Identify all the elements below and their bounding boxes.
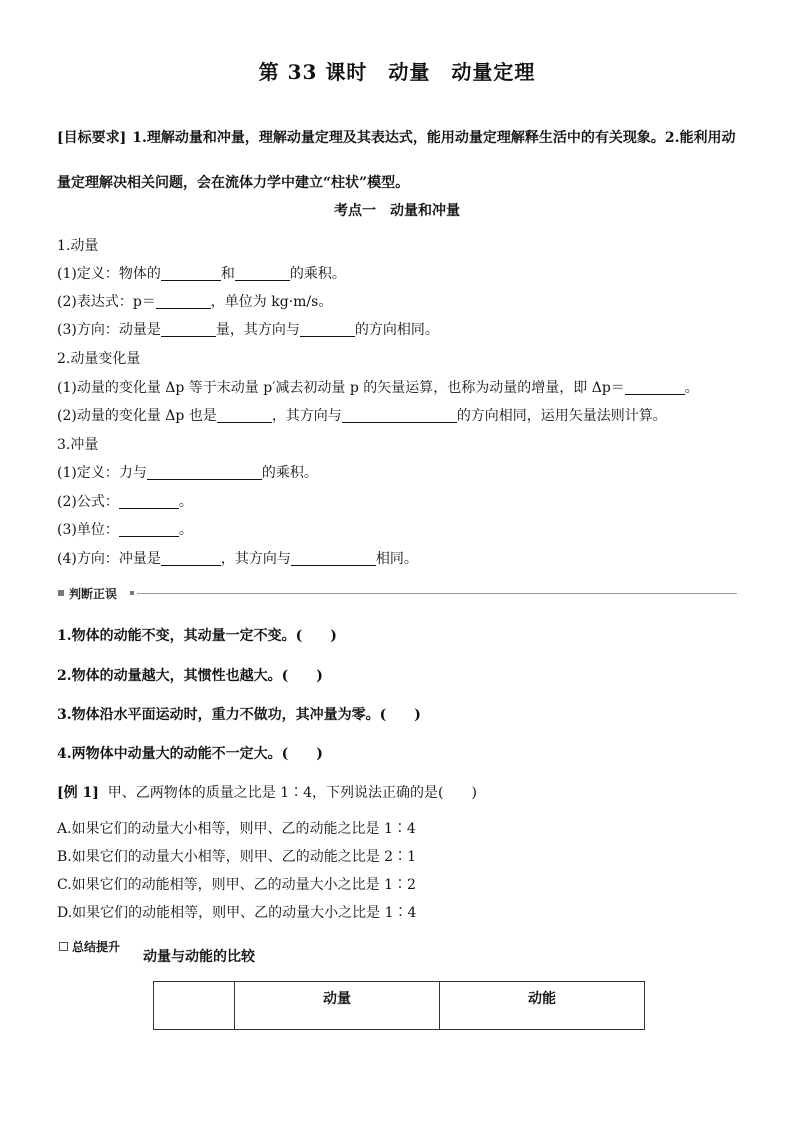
change-line-1 <box>57 377 699 397</box>
square-bullet-icon <box>58 590 64 596</box>
summary-label: 总结提升 <box>72 940 121 954</box>
fill-blank[interactable] <box>119 494 179 509</box>
momentum-heading: 1.动量 <box>57 238 99 254</box>
text-segment: 的方向相同。 <box>354 322 439 338</box>
page-title: 第 33 课时 动量 动量定理 <box>258 60 536 84</box>
text-segment: 的方向相同，运用矢量法则计算。 <box>456 408 667 424</box>
judge-item-4: 4.两物体中动量大的动能不一定大。( ) <box>57 746 323 762</box>
divider <box>137 593 737 594</box>
text-segment: (2)表达式：p＝ <box>57 294 156 310</box>
fill-blank[interactable] <box>161 322 216 337</box>
impulse-formula <box>57 491 193 511</box>
text-segment: (3)单位： <box>57 522 119 538</box>
option-c: C.如果它们的动能相等，则甲、乙的动量大小之比是 1∶2 <box>57 877 416 893</box>
fill-blank[interactable] <box>217 408 272 423</box>
text-segment: (1)动量的变化量 Δp 等于末动量 p′减去初动量 p 的矢量运算，也称为动量的增量，即 Δp＝ <box>57 380 625 396</box>
option-d: D.如果它们的动能相等，则甲、乙的动量大小之比是 1∶4 <box>57 905 417 921</box>
impulse-direction <box>57 548 418 568</box>
text-segment: 量，其方向与 <box>215 322 300 338</box>
text-segment: (2)公式： <box>57 494 119 510</box>
example-stem <box>57 782 477 802</box>
example-question: 甲、乙两物体的质量之比是 1∶4，下列说法正确的是( ) <box>107 785 477 801</box>
judge-section-header <box>57 585 737 601</box>
change-heading: 2.动量变化量 <box>57 351 141 367</box>
option-b: B.如果它们的动量大小相等，则甲、乙的动能之比是 2∶1 <box>57 849 417 865</box>
judge-label: 判断正误 <box>69 587 118 601</box>
objectives-text: 1.理解动量和冲量，理解动量定理及其表达式，能用动量定理解释生活中的有关现象。2.能利用动量定理解决相关问题，会在流体力学中建立“柱状”模型。 <box>57 130 736 191</box>
text-segment: 。 <box>178 522 193 538</box>
summary-box-icon <box>59 942 68 951</box>
judge-item-3: 3.物体沿水平面运动时，重力不做功，其冲量为零。( ) <box>57 707 421 723</box>
text-segment: 和 <box>220 266 235 282</box>
momentum-expression <box>57 291 332 311</box>
fill-blank[interactable] <box>625 380 685 395</box>
text-segment: 。 <box>684 380 699 396</box>
text-segment: (4)方向：冲量是 <box>57 551 161 567</box>
change-line-2 <box>57 405 667 425</box>
text-segment: ，其方向与 <box>220 551 291 567</box>
section-heading: 考点一 动量和冲量 <box>334 203 460 219</box>
summary-header <box>59 938 120 955</box>
fill-blank[interactable] <box>119 522 179 537</box>
example-tag: [例 1] <box>57 785 99 801</box>
summary-subtitle: 动量与动能的比较 <box>143 949 255 965</box>
fill-blank[interactable] <box>291 551 376 566</box>
text-segment: 的乘积。 <box>261 465 318 481</box>
judge-item-2: 2.物体的动量越大，其惯性也越大。( ) <box>57 668 323 684</box>
option-a: A.如果它们的动量大小相等，则甲、乙的动能之比是 1∶4 <box>57 821 416 837</box>
text-segment: 。 <box>178 494 193 510</box>
impulse-definition <box>57 462 318 482</box>
text-segment: ，单位为 kg·m/s。 <box>210 294 333 310</box>
impulse-heading: 3.冲量 <box>57 437 99 453</box>
fill-blank[interactable] <box>147 465 262 480</box>
fill-blank[interactable] <box>300 322 355 337</box>
square-bullet-icon <box>130 591 134 595</box>
fill-blank[interactable] <box>161 266 221 281</box>
table-header-cell <box>154 982 235 1030</box>
table-header-row <box>154 982 645 1030</box>
text-segment: (2)动量的变化量 Δp 也是 <box>57 408 217 424</box>
table-header-cell: 动量 <box>235 982 440 1030</box>
fill-blank[interactable] <box>156 294 211 309</box>
learning-objectives <box>57 116 747 206</box>
text-segment: ，其方向与 <box>271 408 342 424</box>
objectives-tag: [目标要求] <box>57 130 127 146</box>
text-segment: 相同。 <box>375 551 418 567</box>
fill-blank[interactable] <box>235 266 290 281</box>
table-header-cell: 动能 <box>440 982 645 1030</box>
text-segment: (1)定义：力与 <box>57 465 147 481</box>
text-segment: (1)定义：物体的 <box>57 266 161 282</box>
comparison-table <box>153 981 645 1030</box>
text-segment: (3)方向：动量是 <box>57 322 161 338</box>
text-segment: 的乘积。 <box>289 266 346 282</box>
fill-blank[interactable] <box>342 408 457 423</box>
impulse-unit <box>57 519 193 539</box>
judge-item-1: 1.物体的动能不变，其动量一定不变。( ) <box>57 628 337 644</box>
momentum-definition <box>57 263 346 283</box>
momentum-direction <box>57 319 439 339</box>
fill-blank[interactable] <box>161 551 221 566</box>
